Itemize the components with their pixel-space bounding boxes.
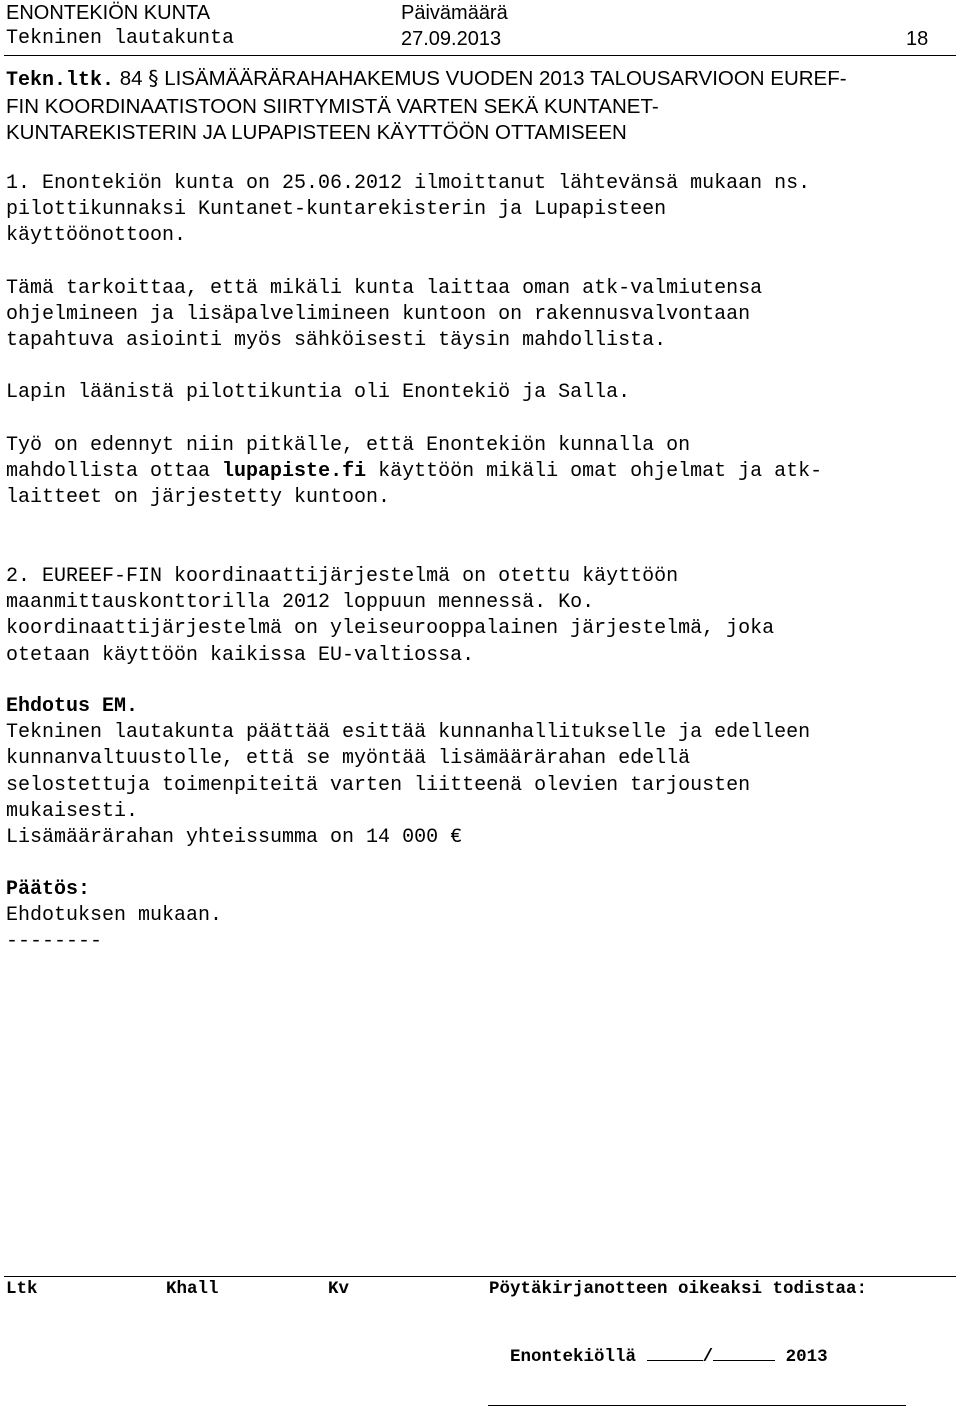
p5-line-1: 2. EUREEF-FIN koordinaattijärjestelmä on otettu käyttöön xyxy=(6,565,679,588)
header-org: ENONTEKIÖN KUNTA xyxy=(6,2,211,24)
proposal-section xyxy=(6,694,810,851)
p1-line-2: pilottikunnaksi Kuntanet-kuntarekisterin ja Lupapisteen xyxy=(6,198,667,222)
p6-line-1: Tekninen lautakunta päättää esittää kunnanhallitukselle ja edelleen xyxy=(6,721,811,745)
p4-line-2-a: mahdollista ottaa xyxy=(6,460,223,484)
footer-khall: Khall xyxy=(166,1279,219,1299)
decision-section xyxy=(6,877,222,956)
separator-dashes: -------- xyxy=(6,930,103,954)
p2-line-2: ohjelmineen ja lisäpalvelimineen kuntoon on rakennusvalvontaan xyxy=(6,303,751,327)
paragraph-4 xyxy=(6,433,822,512)
proposal-heading: Ehdotus EM. xyxy=(6,695,139,718)
day-blank[interactable] xyxy=(647,1342,703,1361)
section-sign: § xyxy=(148,66,159,90)
p4-line-3: laitteet on järjestetty kuntoon. xyxy=(6,486,391,510)
footer-divider xyxy=(4,1276,956,1277)
p3-line-1: Lapin läänistä pilottikuntia oli Enontekiö ja Salla. xyxy=(6,381,631,404)
p6-line-3: selostettuja toimenpiteitä varten liitteenä olevien tarjousten xyxy=(6,773,751,797)
paragraph-1 xyxy=(6,171,810,250)
page-number: 18 xyxy=(906,28,929,50)
footer-slash: / xyxy=(702,1347,714,1367)
p4-line-1: Työ on edennyt niin pitkälle, että Enontekiön kunnalla on xyxy=(6,434,691,457)
p2-line-3: tapahtuva asiointi myös sähköisesti täysin mahdollista. xyxy=(6,329,667,353)
p6-line-4: mukaisesti. xyxy=(6,799,139,823)
p5-line-2: maanmittauskonttorilla 2012 loppuun mennessä. Ko. xyxy=(6,591,595,615)
lupapiste-link[interactable]: lupapiste.fi xyxy=(222,460,367,484)
p6-line-5: Lisämäärärahan yhteissumma on 14 000 € xyxy=(6,826,463,850)
footer-ltk: Ltk xyxy=(6,1279,38,1299)
paragraph-2 xyxy=(6,276,762,355)
p1-line-3: käyttöönottoon. xyxy=(6,224,187,248)
section-title xyxy=(6,65,847,147)
signature-line[interactable] xyxy=(488,1405,906,1406)
footer-place: Enontekiöllä xyxy=(510,1347,637,1367)
month-blank[interactable] xyxy=(713,1342,775,1361)
decision-text: Ehdotuksen mukaan. xyxy=(6,904,223,928)
p5-line-3: koordinaattijärjestelmä on yleiseurooppalainen järjestelmä, joka xyxy=(6,617,775,641)
decision-heading: Päätös: xyxy=(6,878,91,901)
p1-line-1: 1. Enontekiön kunta on 25.06.2012 ilmoittanut lähtevänsä mukaan ns. xyxy=(6,172,811,195)
header-board: Tekninen lautakunta xyxy=(6,27,235,50)
footer-place-line xyxy=(489,1322,828,1367)
p2-line-1: Tämä tarkoittaa, että mikäli kunta laittaa oman atk-valmiutensa xyxy=(6,277,763,300)
footer-certify: Pöytäkirjanotteen oikeaksi todistaa: xyxy=(489,1279,868,1299)
header-date-label: Päivämäärä xyxy=(401,2,508,24)
paragraph-3 xyxy=(6,380,630,406)
footer-year: 2013 xyxy=(785,1347,828,1367)
header-divider xyxy=(4,55,956,56)
p6-line-2: kunnanvaltuustolle, että se myöntää lisämäärärahan edellä xyxy=(6,747,691,771)
title-ref: Tekn.ltk. xyxy=(6,69,115,92)
title-line-3: KUNTAREKISTERIN JA LUPAPISTEEN KÄYTTÖÖN OTTAMISEEN xyxy=(6,121,627,145)
paragraph-5 xyxy=(6,564,774,669)
p5-line-4: otetaan käyttöön kaikissa EU-valtiossa. xyxy=(6,643,475,667)
footer-kv: Kv xyxy=(328,1279,350,1299)
title-line-1: LISÄMÄÄRÄRAHAHAKEMUS VUODEN 2013 TALOUSARVIOON EUREF- xyxy=(164,67,847,90)
p4-line-2-b: käyttöön mikäli omat ohjelmat ja atk- xyxy=(366,460,823,484)
title-number: 84 xyxy=(119,67,143,90)
header-date: 27.09.2013 xyxy=(401,28,502,50)
title-line-2: FIN KOORDINAATISTOON SIIRTYMISTÄ VARTEN SEKÄ KUNTANET- xyxy=(6,95,659,119)
